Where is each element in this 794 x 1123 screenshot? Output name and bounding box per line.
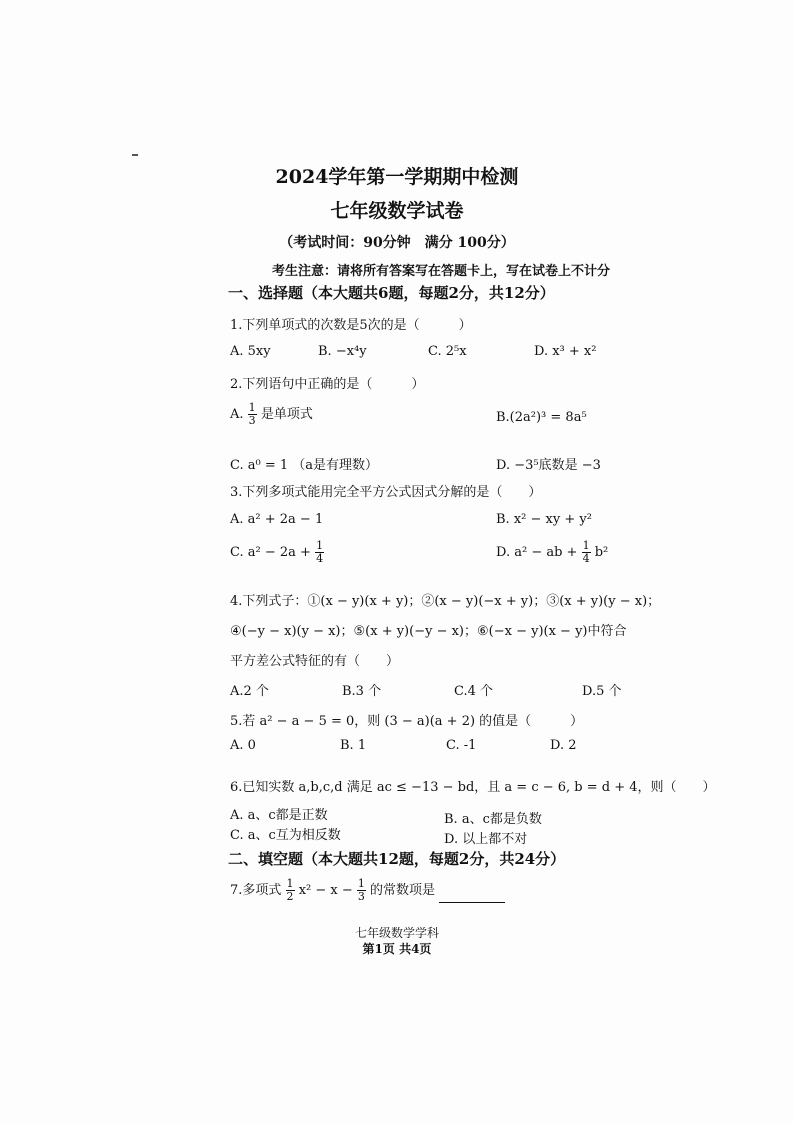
question-5-option-d: D. 2: [550, 738, 577, 753]
fraction-denominator: 4: [316, 552, 324, 565]
question-1-stem: 1.下列单项式的次数是5次的是（ ）: [230, 318, 472, 333]
section-2-heading: 二、填空题（本大题共12题，每题2分，共24分）: [228, 850, 566, 868]
question-1-option-a: A. 5xy: [230, 344, 271, 359]
fraction-denominator: 3: [248, 414, 256, 427]
exam-title: 2024学年第一学期期中检测: [275, 166, 519, 188]
fraction-numerator: 1: [582, 539, 590, 552]
exam-info: （考试时间：90分钟 满分 100分）: [279, 235, 515, 251]
question-6-stem: 6.已知实数 a,b,c,d 满足 ac ≤ −13 − bd，且 a = c − 6, b = d + 4，则（ ）: [230, 780, 716, 795]
question-4-line-2: ④(−y − x)(y − x)；⑤(x + y)(−y − x)；⑥(−x − y)(x − y)中符合: [230, 624, 627, 639]
question-2-option-d: D. −3⁵底数是 −3: [496, 458, 601, 473]
fraction-numerator: 1: [286, 877, 294, 890]
question-4-line-3: 平方差公式特征的有（ ）: [230, 654, 400, 669]
option-d-expr: D. a² − ab +: [496, 545, 578, 560]
question-5-option-c: C. -1: [446, 738, 477, 753]
question-3-option-d: [496, 540, 608, 565]
question-5-option-a: A. 0: [230, 738, 256, 753]
option-c-expr: C. a² − 2a +: [230, 545, 311, 560]
question-7-middle: x² − x −: [298, 883, 353, 898]
question-4-option-b: B.3 个: [342, 684, 382, 699]
fraction-numerator: 1: [357, 877, 365, 890]
question-2-option-b: B.(2a²)³ = 8a⁵: [496, 410, 587, 425]
question-1-option-b: B. −x⁴y: [318, 344, 367, 359]
question-4-line-1: 4.下列式子：①(x − y)(x + y)；②(x − y)(−x + y)；③(x + y)(y − x)；: [230, 594, 661, 609]
fraction: [582, 540, 591, 565]
fraction-denominator: 3: [357, 890, 365, 903]
question-2-stem: 2.下列语句中正确的是（ ）: [230, 377, 425, 392]
question-4-option-d: D.5 个: [582, 684, 622, 699]
fraction-numerator: 1: [316, 539, 324, 552]
question-4-option-c: C.4 个: [454, 684, 494, 699]
scan-speck: [132, 154, 138, 156]
fraction: [286, 878, 295, 903]
fraction: [248, 402, 257, 427]
question-2-option-c: C. a⁰ = 1 （a是有理数）: [230, 458, 379, 473]
question-2-option-a: [230, 402, 313, 427]
question-4-option-a: A.2 个: [230, 684, 269, 699]
question-6-option-a: A. a、c都是正数: [230, 808, 328, 823]
question-3-option-a: A. a² + 2a − 1: [230, 512, 324, 527]
fraction-denominator: 2: [286, 890, 294, 903]
question-1-option-d: D. x³ + x²: [534, 344, 597, 359]
option-a-text: 是单项式: [260, 407, 313, 422]
question-3-option-b: B. x² − xy + y²: [496, 512, 592, 527]
option-d-suffix: b²: [594, 545, 609, 560]
exam-subtitle: 七年级数学试卷: [330, 200, 464, 222]
fraction-denominator: 4: [582, 552, 590, 565]
question-5-option-b: B. 1: [340, 738, 367, 753]
question-3-stem: 3.下列多项式能用完全平方公式因式分解的是（ ）: [230, 485, 542, 500]
fraction-numerator: 1: [248, 401, 256, 414]
question-1-option-c: C. 2⁵x: [428, 344, 467, 359]
footer-page-number: 第1页 共4页: [362, 942, 432, 956]
answer-blank: [439, 890, 505, 903]
section-1-heading: 一、选择题（本大题共6题，每题2分，共12分）: [228, 284, 555, 302]
fraction: [357, 878, 366, 903]
option-a-label: A.: [230, 407, 244, 422]
question-6-option-b: B. a、c都是负数: [444, 812, 542, 827]
question-5-stem: 5.若 a² − a − 5 = 0，则 (3 − a)(a + 2) 的值是（ ）: [230, 714, 584, 729]
question-6-option-c: C. a、c互为相反数: [230, 828, 341, 843]
question-7: [230, 878, 505, 903]
exam-notice: 考生注意：请将所有答案写在答题卡上，写在试卷上不计分: [272, 264, 611, 279]
question-7-suffix: 的常数项是: [370, 883, 436, 898]
question-7-prefix: 7.多项式: [230, 883, 282, 898]
footer-subject: 七年级数学学科: [354, 926, 439, 940]
fraction: [315, 540, 324, 565]
question-3-option-c: [230, 540, 324, 565]
question-6-option-d: D. 以上都不对: [444, 832, 528, 847]
